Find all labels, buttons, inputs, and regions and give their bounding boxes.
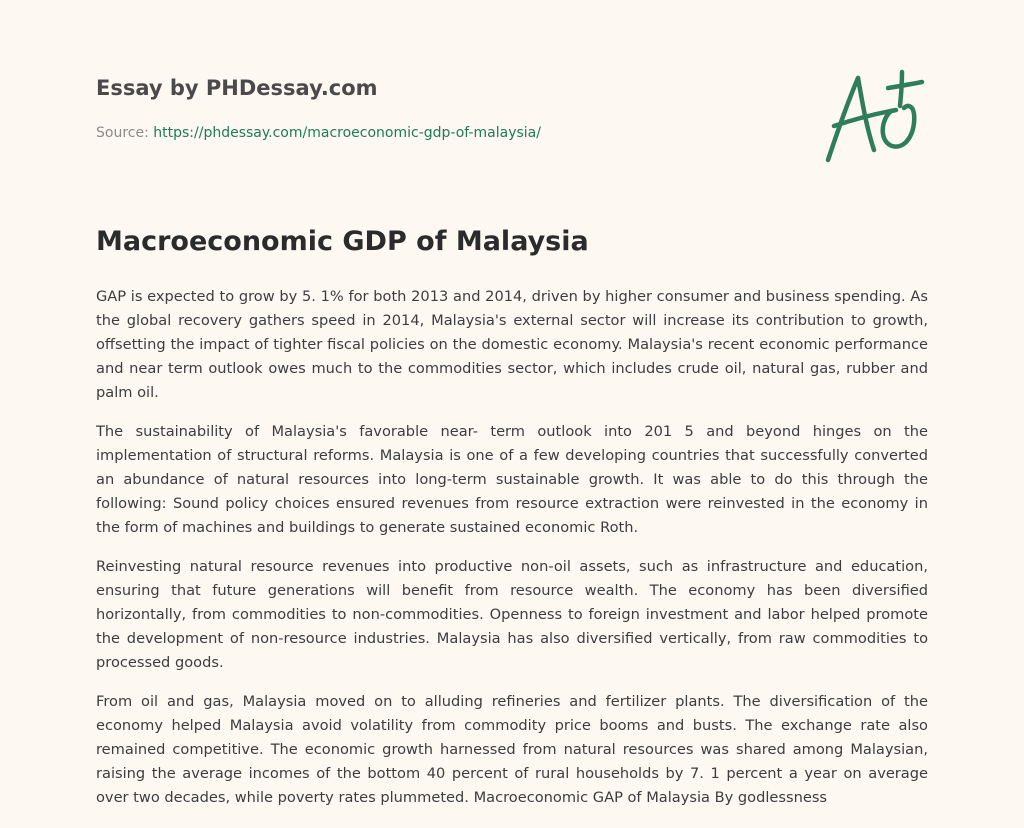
essay-paragraph: GAP is expected to grow by 5. 1% for both 2013 and 2014, driven by higher consumer and business spending. As the global recovery gathers speed in 2014, Malaysia's external sector will increase its contribution to growth, offsetting the impact of tighter fiscal policies on the domestic economy. Malaysia's recent economic performance and near term outlook owes much to the commodities sector, which includes crude oil, natural gas, rubber and palm oil.: [96, 288, 928, 401]
essay-body: [96, 285, 928, 825]
site-brand: Essay by PHDessay.com: [96, 76, 378, 100]
page-title: Macroeconomic GDP of Malaysia: [96, 226, 589, 257]
essay-paragraph: Reinvesting natural resource revenues into productive non-oil assets, such as infrastructure and education, ensuring that future generations will benefit from resource wealth. The economy has been diversified horizontally, from commodities to non-commodities. Openness to foreign investment and labor helped promote the development of non-resource industries. Malaysia has also diversified vertically, from raw commodities to processed goods.: [96, 558, 928, 671]
essay-paragraph: From oil and gas, Malaysia moved on to alluding refineries and fertilizer plants. The diversification of the economy helped Malaysia avoid volatility from commodity price booms and busts. The exchange rate also remained competitive. The economic growth harnessed from natural resources was shared among Malaysian, raising the average incomes of the bottom 40 percent of rural households by 7. 1 percent a year on average over two decades, while poverty rates plummeted. Macroeconomic GAP of Malaysia By godlessness: [96, 693, 928, 806]
source-link[interactable]: https://phdessay.com/macroeconomic-gdp-of-malaysia/: [153, 125, 541, 141]
essay-paragraph: The sustainability of Malaysia's favorable near- term outlook into 201 5 and beyond hinges on the implementation of structural reforms. Malaysia is one of a few developing countries that successfully converted an abundance of natural resources into long-term sustainable growth. It was able to do this through the following: Sound policy choices ensured revenues from resource extraction were reinvested in the economy in the form of machines and buildings to generate sustained economic Roth.: [96, 423, 928, 536]
source-label: Source:: [96, 125, 154, 141]
source-line: [96, 125, 541, 141]
a-plus-logo-icon: [822, 66, 928, 166]
